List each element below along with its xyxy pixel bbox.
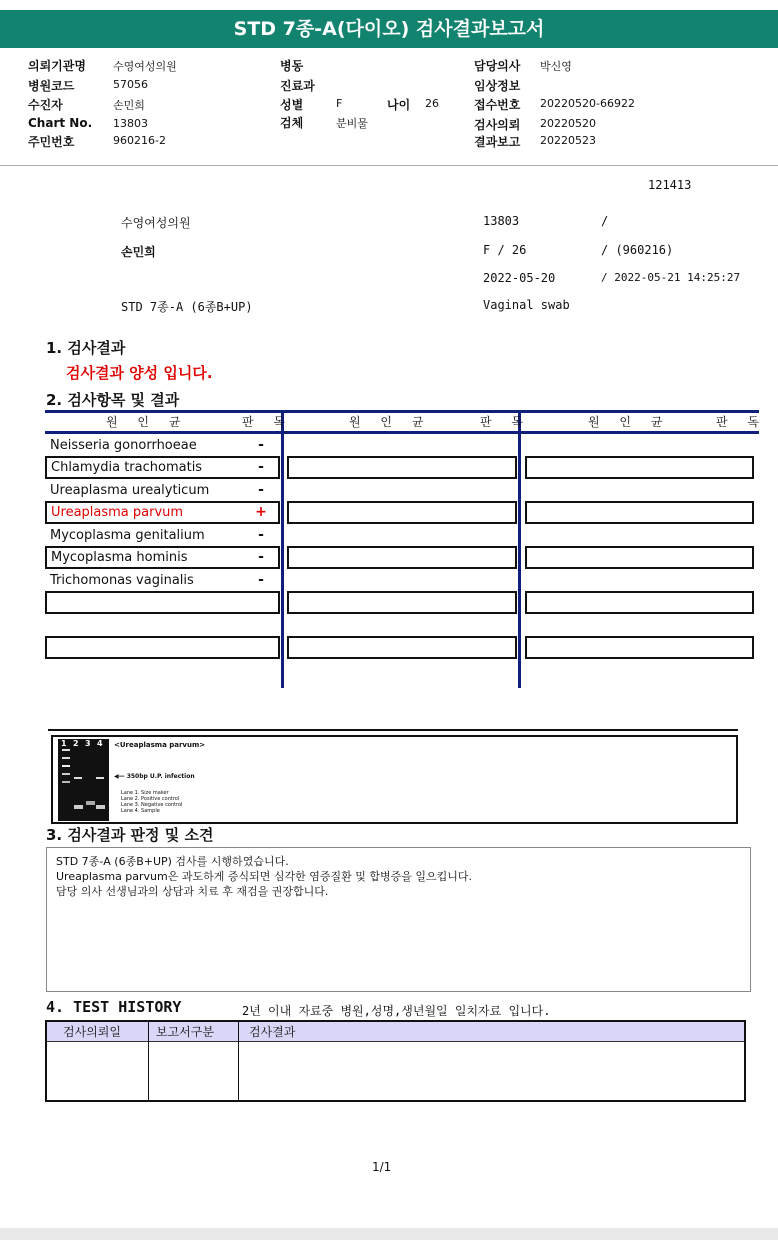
header-label: 성별 [280,98,304,112]
section-2-title: 2. 검사항목 및 결과 [46,391,180,409]
row-frame [526,547,753,568]
info-test-name: STD 7종-A (6종B+UP) [121,300,253,314]
header-value: 960216-2 [113,134,166,147]
history-col-type: 보고서구분 [156,1025,214,1039]
grid-header-rule [45,431,759,434]
result-message: 검사결과 양성 입니다. [66,364,213,382]
age-label: 나이 [387,98,411,112]
row-frame [288,637,516,658]
header-label: 병원코드 [28,79,75,93]
row-frame [526,502,753,523]
info-sex-age: F / 26 [483,243,527,257]
organism-result: - [258,549,264,565]
comment-line: 담당 의사 선생님과의 상담과 치료 후 재검을 권장합니다. [56,885,329,898]
history-header-row [47,1022,744,1042]
gel-image [58,739,109,821]
gel-lane-label: 2 [73,739,79,748]
gel-lane-label: 4 [97,739,103,748]
header-value: 20220520 [540,117,596,130]
header-label: 검사의뢰 [474,118,521,132]
header-label: 병동 [280,59,304,73]
organism-result: - [258,482,264,498]
age-value: 26 [425,97,439,110]
info-receipt-date: 2022-05-20 [483,271,556,285]
gel-band-annotation: ◀— 350bp U.P. infection [114,773,195,780]
header-value: F [336,97,343,110]
grid-divider [518,410,521,688]
header-value: 13803 [113,117,148,130]
header-value: 20220520-66922 [540,97,635,110]
grid-header-organism: 원 인 균 [106,415,189,429]
gel-top-rule [48,729,738,731]
header-label: 담당의사 [474,59,521,73]
grid-header-result: 판 독 [242,415,293,429]
grid-header-result: 판 독 [480,415,531,429]
info-rrn: / (960216) [601,243,674,257]
grid-header-organism: 원 인 균 [588,415,671,429]
organism-name: Chlamydia trachomatis [51,460,203,475]
report-number: 121413 [648,178,692,192]
row-frame [526,457,753,478]
info-patient: 손민희 [121,245,156,259]
section-3-title: 3. 검사결과 판정 및 소견 [46,826,214,844]
history-col-divider [148,1022,149,1100]
organism-name: Trichomonas vaginalis [50,573,194,588]
row-frame [46,637,279,658]
history-col-date: 검사의뢰일 [63,1025,121,1039]
comment-box [46,847,751,992]
organism-result: - [258,572,264,588]
header-value: 분비물 [336,117,368,130]
header-label: 의뢰기관명 [28,59,86,73]
row-frame [288,502,516,523]
header-label: 수진자 [28,98,63,112]
organism-name: Mycoplasma hominis [51,550,188,565]
gel-legend-item: Lane 1. Size maker [121,790,169,796]
organism-name-positive: Ureaplasma parvum [51,505,184,520]
organism-result-positive: + [255,504,267,520]
grid-header-result: 판 독 [716,415,767,429]
gel-legend-item: Lane 4. Sample [121,808,160,814]
header-value: 박신영 [540,60,572,73]
header-value: 수영여성의원 [113,60,177,73]
row-frame [288,592,516,613]
organism-name: Ureaplasma urealyticum [50,483,210,498]
organism-result: - [258,459,264,475]
header-label: 진료과 [280,79,315,93]
organism-name: Neisseria gonorrhoeae [50,438,197,453]
header-value: 손민희 [113,99,145,112]
header-label: 주민번호 [28,135,75,149]
organism-result: - [258,527,264,543]
section-1-title: 1. 검사결과 [46,339,126,357]
header-label: 검체 [280,116,304,130]
header-divider [0,165,778,166]
gel-legend-item: Lane 2. Positive control [121,796,180,802]
history-note: 2년 이내 자료중 병원,성명,생년월일 일치자료 입니다. [242,1004,551,1018]
gel-legend-item: Lane 3. Negative control [121,802,183,808]
comment-text [56,854,472,899]
organism-name: Mycoplasma genitalium [50,528,205,543]
page-number: 1/1 [372,1160,392,1174]
history-col-result: 검사결과 [249,1025,296,1039]
section-4-title: 4. TEST HISTORY [46,998,182,1016]
organism-result: - [258,437,264,453]
header-label: 접수번호 [474,98,521,112]
row-frame [288,457,516,478]
info-hospital: 수영여성의원 [121,216,191,230]
grid-header-organism: 원 인 균 [349,415,432,429]
header-label: 결과보고 [474,135,521,149]
row-frame [288,547,516,568]
info-slash: / [601,214,609,228]
history-col-divider [238,1022,239,1100]
gel-legend [121,790,182,814]
header-value: 57056 [113,78,148,91]
info-specimen: Vaginal swab [483,298,570,312]
gel-caption: <Ureaplasma parvum> [114,741,206,749]
grid-divider [281,410,284,688]
comment-line: Ureaplasma parvum은 과도하게 증식되면 심각한 염증질환 및 합병증을 일으킵니다. [56,870,472,883]
info-chart: 13803 [483,214,520,228]
row-frame [46,592,279,613]
history-table [45,1020,746,1102]
header-label: Chart No. [28,116,93,130]
row-frame [526,592,753,613]
gel-band-label: 350bp U.P. infection [126,773,195,780]
info-report-datetime: / 2022-05-21 14:25:27 [601,271,741,284]
comment-line: STD 7종-A (6종B+UP) 검사를 시행하였습니다. [56,855,289,868]
report-title: STD 7종-A(다이오) 검사결과보고서 [0,10,778,48]
header-label: 임상정보 [474,79,521,93]
header-value: 20220523 [540,134,596,147]
gel-bands-graphic [58,739,109,821]
gel-lane-label: 3 [85,739,91,748]
gel-panel [51,735,738,824]
gel-lane-label: 1 [61,739,67,748]
row-frame [526,637,753,658]
